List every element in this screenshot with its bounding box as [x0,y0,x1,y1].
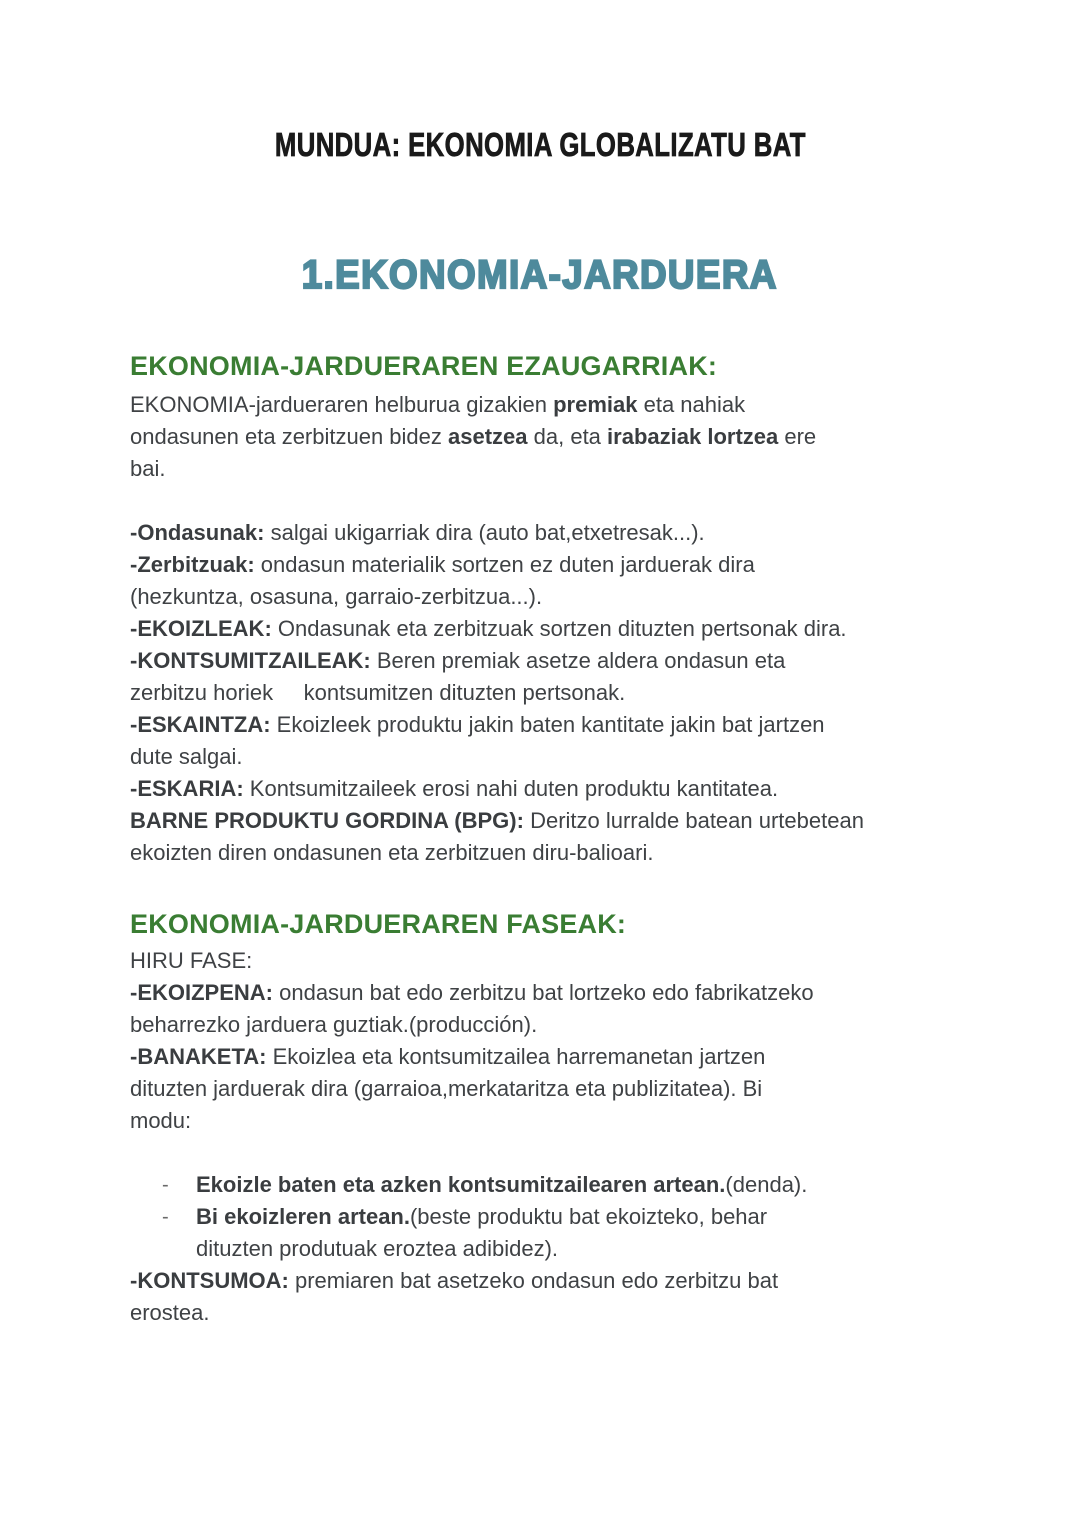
text-run: ondasun bat edo zerbitzu bat lortzeko edo fabrikatzeko [273,980,814,1005]
section-heading-faseak: EKONOMIA-JARDUERAREN FASEAK: [130,909,627,939]
text-run: dute salgai. [130,744,243,769]
text-run-bold: premiak [553,392,638,417]
section-heading-ezaugarriak: EKONOMIA-JARDUERAREN EZAUGARRIAK: [130,351,718,381]
text-run-bold: asetzea [448,424,528,449]
document-title [130,125,950,165]
text-line [130,549,950,581]
text-run: (hezkuntza, osasuna, garraio-zerbitzua...). [130,584,543,609]
section-faseak [130,907,950,1329]
text-run-bold: Ekoizle baten eta azken kontsumitzailearen artean. [196,1172,726,1197]
text-run: bai. [130,456,166,481]
text-line [130,773,950,805]
text-run: premiaren bat asetzeko ondasun edo zerbitzu bat [288,1268,779,1293]
text-run: salgai ukigarriak dira (auto bat,etxetresak...). [264,520,705,545]
text-run: Ondasunak eta zerbitzuak sortzen dituzten pertsonak dira. [271,616,847,641]
text-line [130,645,950,677]
text-line [130,977,950,1009]
text-line [130,1009,950,1041]
text-run-bold: -BANAKETA: [130,1044,267,1069]
text-line [130,613,950,645]
chapter-title-text: 1.EKONOMIA-JARDUERA [301,253,779,297]
text-line [130,709,950,741]
text-run: da, eta [527,424,608,449]
text-line [130,945,950,977]
text-line [130,677,950,709]
text-run: beharrezko jarduera guztiak.(producción). [130,1012,538,1037]
text-run-bold: -EKOIZPENA: [130,980,273,1005]
section-body-ezaugarriak [130,389,950,869]
bullet-dash-icon: - [162,1174,169,1196]
text-line [130,741,950,773]
text-run: ekoizten diren ondasunen eta zerbitzuen diru-balioari. [130,840,654,865]
text-line [130,389,950,421]
text-run: (denda). [725,1172,808,1197]
text-run: zerbitzu horiek kontsumitzen dituzten pertsonak. [130,680,626,705]
text-run-bold: -EKOIZLEAK: [130,616,272,641]
text-run: Beren premiak asetze aldera ondasun eta [370,648,786,673]
text-run: erostea. [130,1300,210,1325]
text-run: ondasun materialik sortzen ez duten jarduerak dira [254,552,755,577]
text-line [130,1265,950,1297]
text-run: dituzten produtuak eroztea adibidez). [196,1236,559,1261]
text-line [130,1073,950,1105]
text-run: Kontsumitzaileek erosi nahi duten produktu kantitatea. [243,776,779,801]
text-run-bold: -Ondasunak: [130,520,265,545]
text-run-bold: -KONTSUMITZAILEAK: [130,648,371,673]
text-line [130,837,950,869]
text-run-bold: Bi ekoizleren artean. [196,1204,410,1229]
list-item [130,1233,950,1265]
text-line [130,485,950,517]
text-run-bold: -ESKARIA: [130,776,244,801]
list-item [130,1201,950,1233]
text-line [130,1105,950,1137]
text-run: EKONOMIA-jardueraren helburua gizakien [130,392,554,417]
text-run: eta nahiak [637,392,746,417]
text-line [130,581,950,613]
text-line [130,805,950,837]
text-run-bold: BARNE PRODUKTU GORDINA (BPG): [130,808,524,833]
chapter-title [130,253,950,297]
section-ezaugarriak [130,349,950,869]
text-run-bold: -KONTSUMOA: [130,1268,289,1293]
bullet-dash-icon: - [162,1206,169,1228]
text-run-bold: -ESKAINTZA: [130,712,271,737]
text-run-bold: -Zerbitzuak: [130,552,255,577]
text-run: modu: [130,1108,192,1133]
document-title-text: MUNDUA: EKONOMIA GLOBALIZATU BAT [274,126,806,163]
list-item [130,1169,950,1201]
text-run: Deritzo lurralde batean urtebetean [523,808,864,833]
text-run: HIRU FASE: [130,948,253,973]
text-run: Ekoizlea eta kontsumitzailea harremanetan jartzen [266,1044,766,1069]
text-run-bold: irabaziak lortzea [607,424,779,449]
text-run: Ekoizleek produktu jakin baten kantitate jakin bat jartzen [270,712,825,737]
text-line [130,1137,950,1169]
text-line [130,517,950,549]
text-run: dituzten jarduerak dira (garraioa,merkataritza eta publizitatea). Bi [130,1076,763,1101]
text-line [130,1041,950,1073]
text-run: (beste produktu bat ekoizteko, behar [409,1204,768,1229]
text-line [130,1297,950,1329]
text-line [130,453,950,485]
text-line [130,421,950,453]
text-run: ondasunen eta zerbitzuen bidez [130,424,449,449]
section-body-faseak [130,945,950,1329]
text-run: ere [778,424,817,449]
